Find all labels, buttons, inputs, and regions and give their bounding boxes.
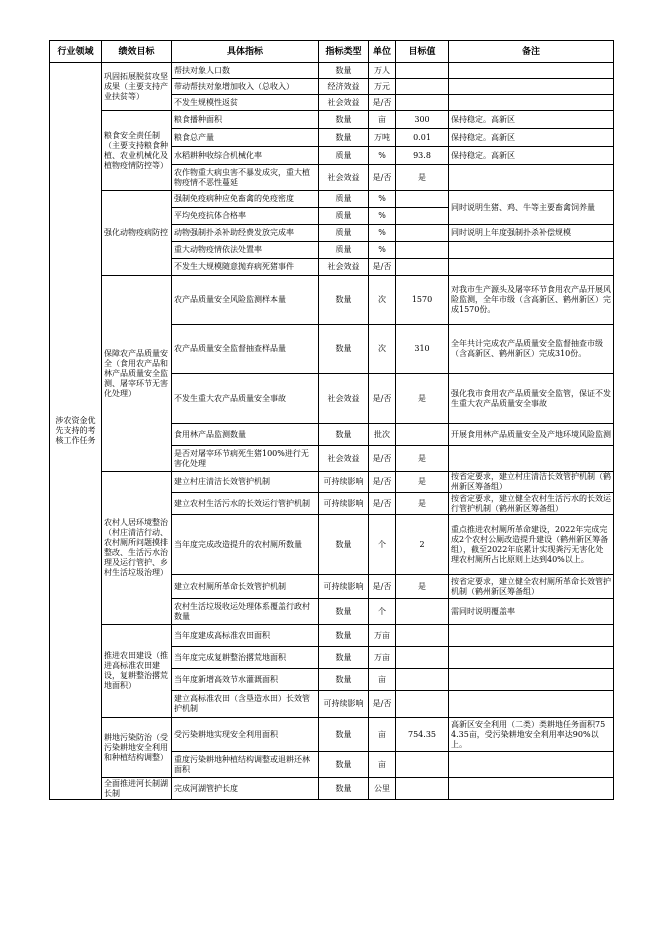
target-cell: 是 bbox=[396, 165, 449, 191]
note-cell bbox=[449, 752, 614, 778]
note-cell: 需同时说明覆盖率 bbox=[449, 599, 614, 625]
target-cell: 是 bbox=[396, 374, 449, 424]
indicator-cell: 水稻耕种收综合机械化率 bbox=[172, 147, 319, 165]
target-cell bbox=[396, 95, 449, 111]
indicator-cell: 当年度新增高效节水灌溉面积 bbox=[172, 669, 319, 691]
unit-cell: 万人 bbox=[369, 63, 396, 79]
type-cell: 数量 bbox=[319, 63, 369, 79]
unit-cell: 是/否 bbox=[369, 446, 396, 472]
table-row bbox=[50, 191, 614, 208]
header-indicator: 具体指标 bbox=[172, 41, 319, 63]
target-cell bbox=[396, 625, 449, 647]
type-cell: 数量 bbox=[319, 647, 369, 669]
unit-cell: 公里 bbox=[369, 778, 396, 800]
type-cell: 数量 bbox=[319, 599, 369, 625]
goal-cell: 耕地污染防治（受污染耕地安全利用和种植结构调整） bbox=[102, 718, 172, 778]
note-cell: 保持稳定。高新区 bbox=[449, 129, 614, 147]
header-domain: 行业领域 bbox=[50, 41, 102, 63]
indicator-cell: 粮食总产量 bbox=[172, 129, 319, 147]
type-cell: 可持续影响 bbox=[319, 691, 369, 718]
note-cell: 保持稳定。高新区 bbox=[449, 111, 614, 129]
note-cell bbox=[449, 165, 614, 191]
indicator-cell: 当年度完成改造提升的农村厕所数量 bbox=[172, 515, 319, 575]
indicator-cell: 重大动物疫情依法处置率 bbox=[172, 242, 319, 259]
target-cell bbox=[396, 63, 449, 79]
note-cell bbox=[449, 259, 614, 276]
indicator-cell: 不发生大规模随意抛弃病死猪事件 bbox=[172, 259, 319, 276]
indicator-cell: 强制免疫病种应免畜禽的免疫密度 bbox=[172, 191, 319, 208]
indicator-cell: 建立农村生活污水的长效运行管护机制 bbox=[172, 493, 319, 515]
indicator-cell: 带动帮扶对象增加收入（总收入） bbox=[172, 79, 319, 95]
note-cell: 同时说明生猪、鸡、牛等主要畜禽饲养量 bbox=[449, 191, 614, 225]
unit-cell: % bbox=[369, 242, 396, 259]
target-cell: 是 bbox=[396, 493, 449, 515]
indicator-cell: 农作物重大病虫害不暴发成灾，重大植物疫情不恶性蔓延 bbox=[172, 165, 319, 191]
indicator-cell: 农产品质量安全监督抽查样品量 bbox=[172, 325, 319, 374]
indicator-cell: 不发生重大农产品质量安全事故 bbox=[172, 374, 319, 424]
type-cell: 社会效益 bbox=[319, 95, 369, 111]
type-cell: 数量 bbox=[319, 718, 369, 752]
type-cell: 数量 bbox=[319, 669, 369, 691]
note-cell bbox=[449, 446, 614, 472]
type-cell: 质量 bbox=[319, 225, 369, 242]
type-cell: 可持续影响 bbox=[319, 493, 369, 515]
note-cell bbox=[449, 95, 614, 111]
type-cell: 质量 bbox=[319, 191, 369, 208]
table-row bbox=[50, 63, 614, 79]
indicator-cell: 农村生活垃圾收运处理体系覆盖行政村数量 bbox=[172, 599, 319, 625]
header-unit: 单位 bbox=[369, 41, 396, 63]
indicator-cell: 平均免疫抗体合格率 bbox=[172, 208, 319, 225]
note-cell bbox=[449, 242, 614, 259]
type-cell: 可持续影响 bbox=[319, 575, 369, 599]
type-cell: 数量 bbox=[319, 778, 369, 800]
type-cell: 数量 bbox=[319, 752, 369, 778]
indicator-cell: 当年度建成高标准农田面积 bbox=[172, 625, 319, 647]
target-cell bbox=[396, 691, 449, 718]
target-cell bbox=[396, 669, 449, 691]
goal-cell: 推进农田建设（推进高标准农田建设，复耕整治撂荒地面积） bbox=[102, 625, 172, 718]
note-cell: 全年共计完成农产品质量安全监督抽查市级（含高新区、鹤州新区）完成310份。 bbox=[449, 325, 614, 374]
table-row bbox=[50, 276, 614, 325]
type-cell: 经济效益 bbox=[319, 79, 369, 95]
target-cell bbox=[396, 191, 449, 208]
indicator-cell: 建立高标准农田（含垦造水田）长效管护机制 bbox=[172, 691, 319, 718]
note-cell: 同时说明上年度强制扑杀补偿规模 bbox=[449, 225, 614, 242]
target-cell bbox=[396, 259, 449, 276]
target-cell bbox=[396, 79, 449, 95]
target-cell: 是 bbox=[396, 575, 449, 599]
unit-cell: 是/否 bbox=[369, 472, 396, 493]
target-cell: 是 bbox=[396, 472, 449, 493]
indicator-cell: 重度污染耕地种植结构调整或退耕还林面积 bbox=[172, 752, 319, 778]
type-cell: 数量 bbox=[319, 515, 369, 575]
unit-cell: 万亩 bbox=[369, 625, 396, 647]
target-cell: 754.35 bbox=[396, 718, 449, 752]
target-cell: 310 bbox=[396, 325, 449, 374]
unit-cell: 是/否 bbox=[369, 493, 396, 515]
indicator-cell: 当年度完成复耕整治撂荒地面积 bbox=[172, 647, 319, 669]
note-cell bbox=[449, 625, 614, 647]
indicator-cell: 食用林产品监测数量 bbox=[172, 424, 319, 446]
unit-cell: 是/否 bbox=[369, 691, 396, 718]
type-cell: 数量 bbox=[319, 424, 369, 446]
target-cell bbox=[396, 225, 449, 242]
type-cell: 社会效益 bbox=[319, 165, 369, 191]
target-cell bbox=[396, 647, 449, 669]
unit-cell: 批次 bbox=[369, 424, 396, 446]
goal-cell: 全面推进河长制湖长制 bbox=[102, 778, 172, 800]
header-goal: 绩效目标 bbox=[102, 41, 172, 63]
unit-cell: 亩 bbox=[369, 669, 396, 691]
type-cell: 可持续影响 bbox=[319, 472, 369, 493]
indicator-cell: 粮食播种面积 bbox=[172, 111, 319, 129]
target-cell bbox=[396, 752, 449, 778]
note-cell: 按省定要求，建立健全农村厕所革命长效管护机制（鹤州新区筹备组） bbox=[449, 575, 614, 599]
unit-cell: 是/否 bbox=[369, 374, 396, 424]
note-cell bbox=[449, 778, 614, 800]
target-cell: 2 bbox=[396, 515, 449, 575]
unit-cell: 万吨 bbox=[369, 129, 396, 147]
goal-cell: 保障农产品质量安全（食用农产品和林产品质量安全监测、屠宰环节无害化处理） bbox=[102, 276, 172, 472]
domain-cell: 涉农资金优先支持的考核工作任务 bbox=[50, 63, 102, 800]
unit-cell: % bbox=[369, 225, 396, 242]
indicator-cell: 受污染耕地实现安全利用面积 bbox=[172, 718, 319, 752]
target-cell: 0.01 bbox=[396, 129, 449, 147]
unit-cell: 亩 bbox=[369, 752, 396, 778]
note-cell: 按省定要求，建立村庄清洁长效管护机制（鹤州新区筹备组） bbox=[449, 472, 614, 493]
table-row bbox=[50, 778, 614, 800]
goal-cell: 农村人居环境整治（村庄清洁行动、农村厕所问题摸排整改、生活污水治理及运行管护、乡村生活垃圾治理） bbox=[102, 472, 172, 625]
note-cell: 重点推进农村厕所革命建设，2022年完成完成2个农村公厕改造提升建设（鹤州新区筹备组），截至2022年底累计实现粪污无害化处理农村厕所占比原则上达到40%以上。 bbox=[449, 515, 614, 575]
type-cell: 数量 bbox=[319, 129, 369, 147]
table-row bbox=[50, 111, 614, 129]
note-cell: 保持稳定。高新区 bbox=[449, 147, 614, 165]
unit-cell: 是/否 bbox=[369, 95, 396, 111]
type-cell: 数量 bbox=[319, 325, 369, 374]
target-cell bbox=[396, 424, 449, 446]
note-cell bbox=[449, 691, 614, 718]
indicator-cell: 不发生规模性返贫 bbox=[172, 95, 319, 111]
unit-cell: 万元 bbox=[369, 79, 396, 95]
type-cell: 数量 bbox=[319, 111, 369, 129]
note-cell bbox=[449, 79, 614, 95]
header-target: 目标值 bbox=[396, 41, 449, 63]
indicator-cell: 建立农村厕所革命长效管护机制 bbox=[172, 575, 319, 599]
unit-cell: 次 bbox=[369, 276, 396, 325]
goal-cell: 巩固拓展脱贫攻坚成果（主要支持产业扶贫等） bbox=[102, 63, 172, 111]
type-cell: 社会效益 bbox=[319, 259, 369, 276]
type-cell: 数量 bbox=[319, 276, 369, 325]
indicator-cell: 是否对屠宰环节病死生猪100%进行无害化处理 bbox=[172, 446, 319, 472]
header-type: 指标类型 bbox=[319, 41, 369, 63]
note-cell: 强化我市食用农产品质量安全监管，保证不发生重大农产品质量安全事故 bbox=[449, 374, 614, 424]
indicator-cell: 帮扶对象人口数 bbox=[172, 63, 319, 79]
note-cell bbox=[449, 669, 614, 691]
unit-cell: % bbox=[369, 208, 396, 225]
target-cell: 93.8 bbox=[396, 147, 449, 165]
target-cell bbox=[396, 208, 449, 225]
type-cell: 质量 bbox=[319, 242, 369, 259]
table-row bbox=[50, 625, 614, 647]
header-note: 备注 bbox=[449, 41, 614, 63]
note-cell: 对我市生产源头及屠宰环节食用农产品开展风险监测，全年市级（含高新区、鹤州新区）完成1570份。 bbox=[449, 276, 614, 325]
unit-cell: 个 bbox=[369, 515, 396, 575]
unit-cell: 个 bbox=[369, 599, 396, 625]
note-cell: 开展食用林产品质量安全及产地环境风险监测 bbox=[449, 424, 614, 446]
unit-cell: 亩 bbox=[369, 718, 396, 752]
target-cell bbox=[396, 242, 449, 259]
unit-cell: 是/否 bbox=[369, 259, 396, 276]
indicator-cell: 动物强制扑杀补助经费发放完成率 bbox=[172, 225, 319, 242]
performance-table bbox=[49, 40, 614, 800]
unit-cell: % bbox=[369, 191, 396, 208]
indicator-cell: 完成河湖管护长度 bbox=[172, 778, 319, 800]
indicator-cell: 农产品质量安全风险监测样本量 bbox=[172, 276, 319, 325]
unit-cell: 次 bbox=[369, 325, 396, 374]
goal-cell: 粮食安全责任制（主要支持粮食种植、农业机械化及植物疫情防控等） bbox=[102, 111, 172, 191]
target-cell: 300 bbox=[396, 111, 449, 129]
note-cell bbox=[449, 647, 614, 669]
table-row bbox=[50, 472, 614, 493]
unit-cell: 是/否 bbox=[369, 575, 396, 599]
header-row bbox=[50, 41, 614, 63]
unit-cell: 亩 bbox=[369, 111, 396, 129]
target-cell bbox=[396, 778, 449, 800]
note-cell: 高新区安全利用（二类）类耕地任务面积754.35亩，受污染耕地安全利用率达90%以上。 bbox=[449, 718, 614, 752]
goal-cell: 强化动物疫病防控 bbox=[102, 191, 172, 276]
type-cell: 质量 bbox=[319, 208, 369, 225]
unit-cell: 万亩 bbox=[369, 647, 396, 669]
type-cell: 社会效益 bbox=[319, 374, 369, 424]
type-cell: 社会效益 bbox=[319, 446, 369, 472]
indicator-cell: 建立村庄清洁长效管护机制 bbox=[172, 472, 319, 493]
note-cell: 按省定要求，建立健全农村生活污水的长效运行管护机制（鹤州新区筹备组） bbox=[449, 493, 614, 515]
unit-cell: 是/否 bbox=[369, 165, 396, 191]
target-cell: 1570 bbox=[396, 276, 449, 325]
type-cell: 质量 bbox=[319, 147, 369, 165]
unit-cell: % bbox=[369, 147, 396, 165]
type-cell: 数量 bbox=[319, 625, 369, 647]
target-cell: 是 bbox=[396, 446, 449, 472]
table-row bbox=[50, 718, 614, 752]
note-cell bbox=[449, 63, 614, 79]
target-cell bbox=[396, 599, 449, 625]
